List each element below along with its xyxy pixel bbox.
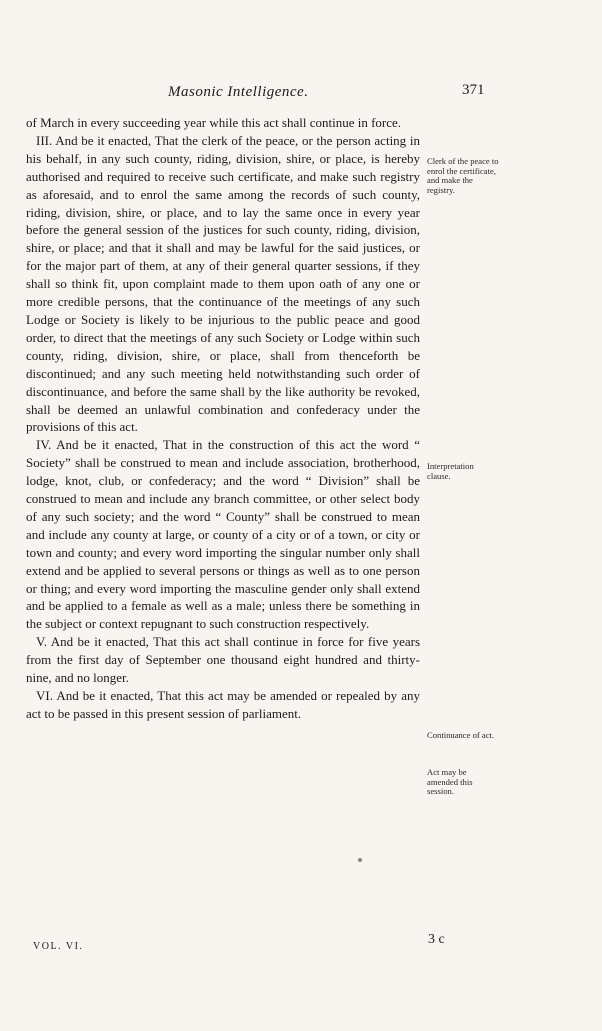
signature-mark: 3 c — [428, 932, 445, 947]
page-number: 371 — [462, 82, 485, 98]
margin-note-interpretation: Interpretation clause. — [427, 461, 474, 481]
section-vi: VI. And be it enacted, That this act may be amended or repealed by any act to be passed in this present session of parliament. — [26, 688, 420, 721]
section-iv: IV. And be it enacted, That in the construction of this act the word “ Society” shall be construed to mean and include association, brotherhood, lodge, knot, club, or confederacy; and the word “ Division” shall be construed to mean and include any branch committee, or other select body of any such society; and the word “ County” shall be construed to mean and include any county at large, or county of a city or of a town, or city or town and county; and every word importing the singular number only shall extend and be applied to several persons or things as well as to one person or thing; and every word importing the masculine gender only shall extend and be applied to a female as well as a male; unless there be something in the subject or context repugnant to such construction respectively. — [26, 437, 420, 632]
section-v: V. And be it enacted, That this act shall continue in force for five years from the first day of September one thousand eight hundred and thirty-nine, and no longer. — [26, 634, 420, 686]
body-text — [26, 114, 420, 723]
running-title: Masonic Intelligence. — [168, 84, 309, 100]
margin-note-amendment: Act may be amended this session. — [427, 767, 473, 797]
ink-speck — [358, 858, 362, 862]
margin-note-continuance: Continuance of act. — [427, 730, 495, 740]
continued-paragraph: of March in every succeeding year while this act shall continue in force. — [26, 115, 402, 130]
section-iii: III. And be it enacted, That the clerk of the peace, or the person acting in his behalf, in any such county, riding, division, shire, or place, is hereby authorised and required to receive such certificate, and make such registry as aforesaid, and to enrol the same among the records of such county, riding, division, shire, or place, and to lay the same once in every year before the general session of the justices for such county, riding, division, shire, or place; and that it shall and may be lawful for the said justices, or for the major part of them, at any of their general quarter sessions, if they shall so think fit, upon complaint made to them upon oath of any one or more credible persons, that the continuance of the meetings of any such Lodge or Society is likely to be injurious to the public peace and good order, to direct that the meetings of any such Society or Lodge within such county, riding, division, shire, or place, shall from thenceforth be discontinued; and any such meeting held notwithstanding such order of discontinuance, and before the same shall by the like authority be revoked, shall be deemed an unlawful combination and confederacy under the provisions of this act. — [26, 132, 420, 435]
margin-note-clerk: Clerk of the peace to enrol the certificate, and make the registry. — [427, 156, 499, 195]
volume-mark: VOL. VI. — [33, 941, 84, 952]
